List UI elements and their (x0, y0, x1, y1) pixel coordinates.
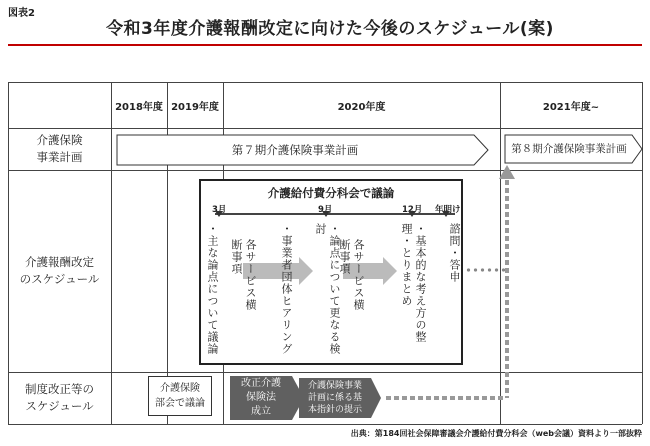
year-header-2021: 2021年度~ (542, 101, 600, 113)
topic-basic-principles: ・基本的な考え方の整理・とりまとめ (400, 223, 427, 343)
dashed-connector-vertical (505, 180, 509, 398)
page-title: 令和3年度介護報酬改定に向けた今後のスケジュール(案) (106, 19, 554, 39)
progress-arrow-head (299, 257, 313, 285)
basic-guideline-box: 介護保険事業 計画に係る基 本指針の提示 (299, 378, 371, 418)
timeline-marker (215, 211, 223, 217)
source-note: 出典：第184回社会保障審議会介護給付費分科会（web会議）資料より一部抜粋 (350, 429, 642, 438)
row-label-schedule: 介護報酬改定 のスケジュール (19, 255, 100, 286)
eighth-plan-label: 第８期介護保険事業計画 (511, 143, 627, 155)
topic-consultation: 諮問・答申 (448, 223, 461, 283)
row-label-plan: 介護保険 事業計画 (36, 133, 83, 164)
progress-arrow-head (383, 257, 397, 285)
timeline-mark-september: 9月 (318, 205, 333, 215)
dashed-connector-horizontal (386, 396, 506, 400)
topic-hearing: ・事業者団体ヒアリング (280, 223, 293, 355)
grid-line (8, 424, 642, 425)
timeline-mark-december: 12月 (402, 205, 423, 215)
figure-label: 図表2 (8, 8, 35, 19)
timeline-marker (408, 211, 416, 217)
basic-guideline-arrowhead (371, 378, 383, 418)
timeline-marker (322, 211, 330, 217)
grid-line (500, 82, 501, 424)
timeline-marker (442, 211, 450, 217)
topic-main-issues: ・主な論点について議論 (206, 223, 219, 355)
year-header-2020: 2020年度 (337, 101, 386, 113)
insurance-subcommittee-box: 介護保険 部会で議論 (148, 376, 212, 416)
dotted-connector (465, 268, 505, 272)
revised-law-box: 改正介護 保険法 成立 (230, 376, 292, 420)
topic-cross-service: 各サービス横断事項 (230, 239, 257, 311)
timeline-mark-march: 3月 (212, 205, 227, 215)
grid-line (111, 82, 112, 424)
topic-further-review: ・論点について更なる検討 (314, 223, 341, 355)
subcommittee-title: 介護給付費分科会で議論 (267, 186, 395, 200)
subcommittee-box (199, 179, 463, 365)
up-arrow-icon (499, 165, 515, 181)
topic-cross-service-2: 各サービス横断事項 (338, 239, 365, 311)
row-label-reform: 制度改正等の スケジュール (25, 382, 94, 413)
year-header-2018: 2018年度 (115, 101, 163, 113)
seventh-plan-label: 第７期介護保険事業計画 (231, 143, 359, 157)
year-header-2019: 2019年度 (171, 101, 219, 113)
timeline-mark-new-year: 年明け (435, 205, 461, 215)
title-underline (8, 44, 642, 46)
